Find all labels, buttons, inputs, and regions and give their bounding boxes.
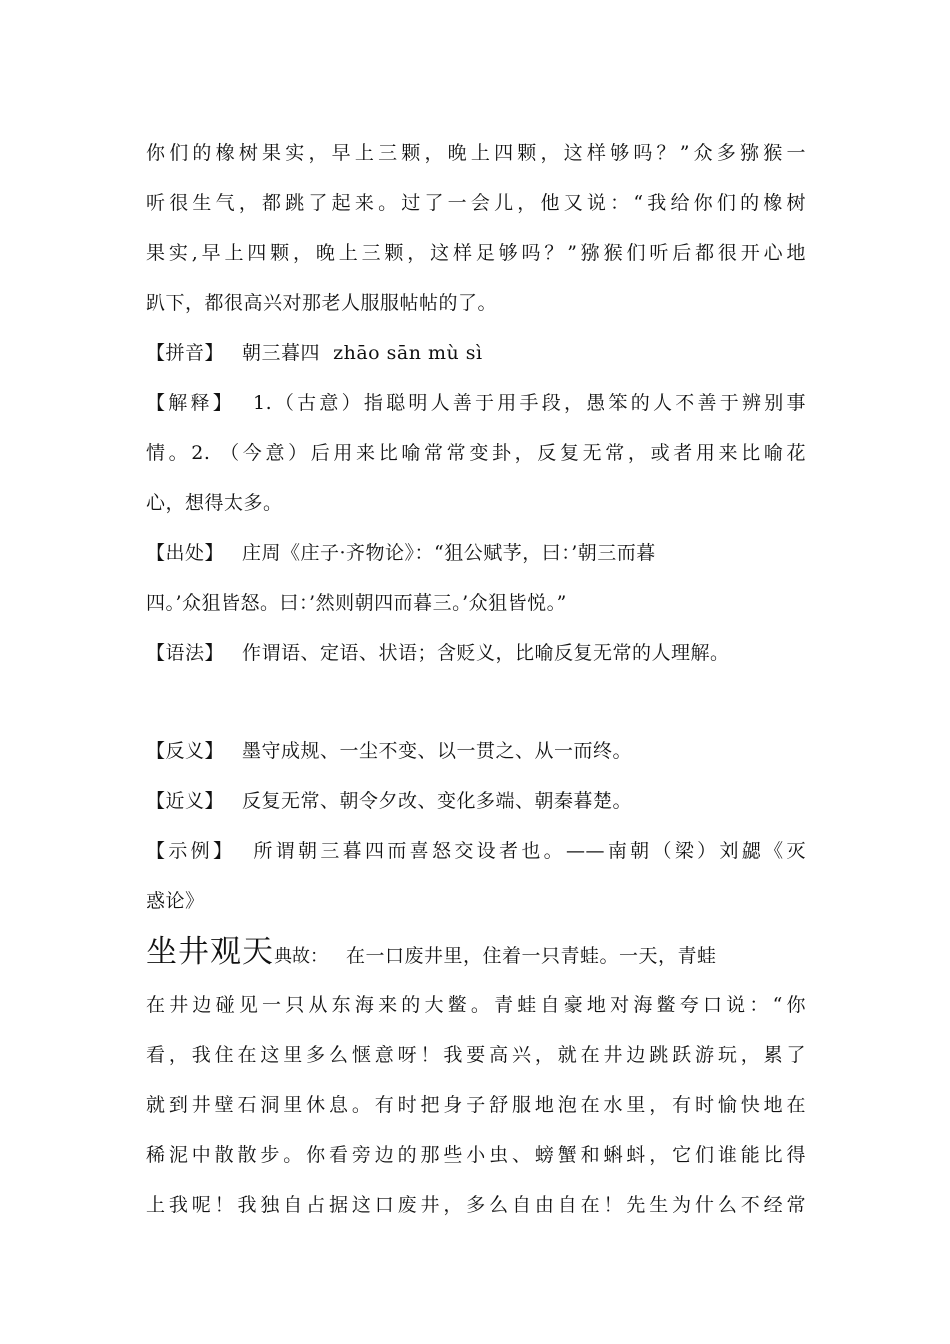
explain-line: 情。2. （今意）后用来比喻常常变卦，反复无常，或者用来比喻花 <box>146 442 806 464</box>
story2-title-row <box>146 924 806 980</box>
grammar-tag: 【语法】 <box>146 642 225 664</box>
antonym-tag: 【反义】 <box>146 740 225 762</box>
antonym-text: 墨守成规、一尘不变、以一贯之、从一而终。 <box>242 740 633 762</box>
story-line: 听很生气，都跳了起来。过了一会儿，他又说：“我给你们的橡树 <box>146 192 806 214</box>
explain-row <box>146 378 806 428</box>
explain-text: 1.（古意）指聪明人善于用手段，愚笨的人不善于辨别事 <box>252 392 806 414</box>
synonym-text: 反复无常、朝令夕改、变化多端、朝秦暮楚。 <box>242 790 633 812</box>
example-tag: 【示例】 <box>146 840 236 862</box>
synonym-row <box>146 776 806 826</box>
story2-line: 稀泥中散散步。你看旁边的那些小虫、螃蟹和蝌蚪，它们谁能比得 <box>146 1144 806 1166</box>
story2-label: 典故： <box>274 946 328 967</box>
story2-line: 看，我住在这里多么惬意呀！我要高兴，就在井边跳跃游玩，累了 <box>146 1044 806 1066</box>
pinyin-row <box>146 328 806 378</box>
synonym-tag: 【近义】 <box>146 790 225 812</box>
grammar-row <box>146 628 806 678</box>
pinyin-text: 朝三暮四 zhāo sān mù sì <box>242 342 483 364</box>
story-line: 你们的橡树果实，早上三颗，晚上四颗，这样够吗？”众多猕猴一 <box>146 142 806 164</box>
story2-line: 就到井壁石洞里休息。有时把身子舒服地泡在水里，有时愉快地在 <box>146 1094 806 1116</box>
antonym-row <box>146 726 806 776</box>
source-line: 四。’众狙皆怒。曰：’然则朝四而暮三。’众狙皆悦。” <box>146 592 567 614</box>
story2-line: 在井边碰见一只从东海来的大鳖。青蛙自豪地对海鳖夸口说：“你 <box>146 994 806 1016</box>
explain-tag: 【解释】 <box>146 392 235 414</box>
story-line: 趴下，都很高兴对那老人服服帖帖的了。 <box>146 292 498 314</box>
grammar-text: 作谓语、定语、状语；含贬义，比喻反复无常的人理解。 <box>242 642 730 664</box>
source-row <box>146 528 806 578</box>
story2-line: 上我呢！我独自占据这口废井，多么自由自在！先生为什么不经常 <box>146 1194 806 1216</box>
blank-line <box>146 678 806 726</box>
story2-first-text: 在一口废井里，住着一只青蛙。一天，青蛙 <box>346 945 717 967</box>
document-page <box>146 128 806 1230</box>
example-row <box>146 826 806 876</box>
source-text: 庄周《庄子·齐物论》：“狙公赋芧，曰：’朝三而暮 <box>242 542 656 564</box>
story2-title: 坐井观天 <box>146 934 274 970</box>
example-line: 惑论》 <box>146 890 205 912</box>
source-tag: 【出处】 <box>146 542 225 564</box>
example-text: 所谓朝三暮四而喜怒交设者也。——南朝（梁）刘勰《灭 <box>253 840 806 862</box>
story-line: 果实,早上四颗，晚上三颗，这样足够吗？”猕猴们听后都很开心地 <box>146 242 806 264</box>
pinyin-tag: 【拼音】 <box>146 342 225 364</box>
explain-line: 心，想得太多。 <box>146 492 283 514</box>
